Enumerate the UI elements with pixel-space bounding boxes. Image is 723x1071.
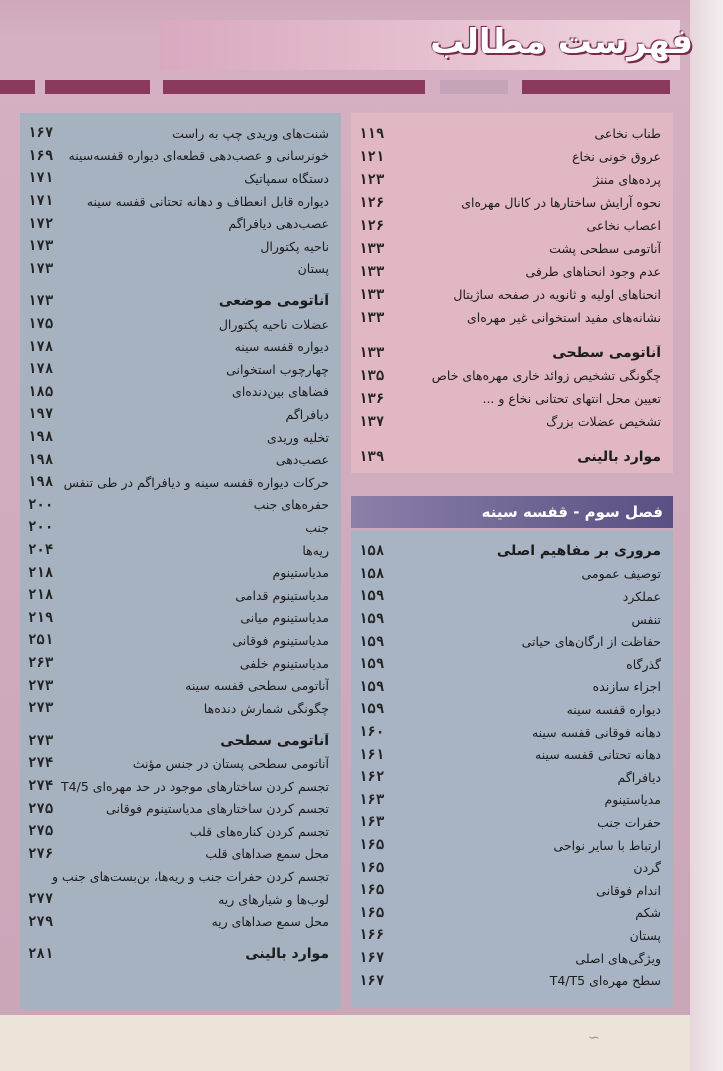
toc-entry-title: سطح مهره‌ای T4/T5 <box>549 973 661 989</box>
toc-entry-title: دیواره قفسه سینه <box>566 701 661 717</box>
toc-entry-page: ۱۲۶ <box>359 194 385 211</box>
paper-edge <box>690 0 723 1071</box>
toc-entry-title: ناحیه پکتورال <box>260 238 329 254</box>
toc-entry-title: توصیف عمومی <box>581 566 661 582</box>
toc-entry-page: ۱۵۹ <box>359 656 385 673</box>
decor-bar <box>522 80 670 94</box>
toc-entry <box>20 820 341 843</box>
toc-entry-page: ۱۶۲ <box>359 769 385 786</box>
toc-entry-page: ۲۸۱ <box>28 946 54 963</box>
toc-entry-title: دیواره قابل انعطاف و دهانه تحتانی قفسه سینه <box>86 193 329 209</box>
toc-entry-title: خونرسانی و عصب‌دهی قطعه‌ای دیواره قفسه‌سینه <box>68 148 329 164</box>
toc-entry <box>20 145 341 168</box>
toc-entry <box>20 607 341 630</box>
toc-entry-title: عدم وجود انحناهای طرفی <box>525 264 661 279</box>
toc-entry-page: ۱۵۹ <box>359 701 385 718</box>
toc-entry-title: موارد بالینی <box>577 448 661 465</box>
toc-entry-page: ۱۶۵ <box>359 904 385 921</box>
toc-entry-page: ۱۵۹ <box>359 611 385 628</box>
toc-entry <box>20 381 341 404</box>
toc-entry-page: ۱۹۸ <box>28 429 54 446</box>
toc-entry <box>20 313 341 336</box>
toc-entry <box>351 306 673 329</box>
toc-entry-page: ۲۶۳ <box>28 655 54 672</box>
toc-entry-title: تجسم کردن ساختارهای مدیاستینوم فوقانی <box>106 801 329 817</box>
toc-entry <box>351 653 673 676</box>
toc-entry <box>20 561 341 584</box>
toc-entry <box>351 145 673 168</box>
toc-entry-title: چگونگی تشخیص زوائد خاری مهره‌های خاص <box>431 368 661 383</box>
toc-entry <box>351 902 673 925</box>
toc-entry-page: ۱۳۳ <box>359 263 385 280</box>
toc-entry-title: مدیاستینوم قدامی <box>235 587 329 603</box>
toc-entry <box>20 584 341 607</box>
toc-entry <box>351 191 673 214</box>
toc-entry-title: مدیاستینوم میانی <box>240 610 329 626</box>
toc-entry-title: حفرات جنب <box>597 814 661 830</box>
toc-entry <box>351 789 673 812</box>
toc-entry <box>20 335 341 358</box>
toc-entry-title: آناتومی سطحی قفسه سینه <box>185 678 329 694</box>
toc-entry-title: دیافراگم <box>285 406 329 422</box>
toc-entry <box>351 630 673 653</box>
toc-entry-title: نحوه آرایش ساختارها در کانال مهره‌ای <box>461 195 661 210</box>
toc-entry-title: حفاظت از ارگان‌های حیاتی <box>521 634 661 650</box>
toc-entry-title: تجسم کردن ساختارهای موجود در حد مهره‌ای T4/5 <box>61 778 329 794</box>
toc-entry <box>351 676 673 699</box>
toc-entry-title: عصب‌دهی <box>275 452 329 468</box>
toc-entry-page: ۲۷۵ <box>28 823 54 840</box>
toc-entry-title: حفره‌های جنب <box>253 497 329 513</box>
toc-entry <box>20 494 341 517</box>
toc-entry-page: ۱۵۹ <box>359 633 385 650</box>
toc-entry-title: اجزاء سازنده <box>592 679 661 695</box>
toc-entry-page: ۱۳۳ <box>359 309 385 326</box>
toc-entry-title: مدیاستینوم خلفی <box>239 655 329 671</box>
toc-entry-title: لوب‌ها و شیارهای ریه <box>218 891 329 907</box>
toc-entry-page: ۱۷۳ <box>28 238 54 255</box>
toc-entry-title: موارد بالینی <box>245 946 329 963</box>
toc-entry-page: ۱۶۶ <box>359 927 385 944</box>
toc-entry <box>20 122 341 145</box>
toc-entry-title: تجسم کردن کناره‌های قلب <box>189 823 329 839</box>
toc-entry <box>351 969 673 992</box>
toc-entry-title: انحناهای اولیه و ثانویه در صفحه ساژیتال <box>453 287 661 302</box>
toc-entry-title: آناتومی سطحی <box>220 732 329 749</box>
toc-entry <box>351 879 673 902</box>
toc-entry-page: ۱۱۹ <box>359 125 385 142</box>
toc-entry <box>351 214 673 237</box>
toc-entry-title: شنت‌های وریدی چپ به راست <box>172 125 329 141</box>
toc-entry-page: ۱۵۹ <box>359 678 385 695</box>
toc-entry-title: گذرگاه <box>626 656 661 672</box>
toc-entry-page: ۲۱۸ <box>28 587 54 604</box>
toc-entry-title: آناتومی سطحی پشت <box>549 241 661 256</box>
toc-entry-title: تشخیص عضلات بزرگ <box>546 414 661 429</box>
toc-entry <box>20 190 341 213</box>
toc-entry-title: ریه‌ها <box>302 542 329 558</box>
bottom-margin <box>0 1015 690 1071</box>
toc-entry-page: ۱۶۹ <box>28 147 54 164</box>
toc-entry-title: محل سمع صداهای ریه <box>211 914 329 930</box>
toc-entry-title: پستان <box>629 927 661 943</box>
toc-entry <box>20 652 341 675</box>
toc-entry <box>20 775 341 798</box>
toc-entry-page: ۱۲۱ <box>359 148 385 165</box>
toc-entry-title: عضلات ناحیه پکتورال <box>218 316 329 332</box>
toc-entry-page: ۱۶۱ <box>359 746 385 763</box>
toc-entry <box>20 539 341 562</box>
toc-entry-title: شکم <box>635 905 661 921</box>
toc-entry-page: ۱۵۸ <box>359 565 385 582</box>
toc-entry-page: ۲۷۳ <box>28 732 54 749</box>
toc-entry-title: پرده‌های مننژ <box>593 172 661 187</box>
toc-entry <box>351 834 673 857</box>
toc-entry-title: دهانه تحتانی قفسه سینه <box>535 747 661 763</box>
toc-entry <box>351 608 673 631</box>
toc-entry-title: فضاهای بین‌دنده‌ای <box>232 384 329 400</box>
toc-entry <box>351 721 673 744</box>
toc-entry-title: پستان <box>297 261 329 277</box>
toc-entry <box>20 629 341 652</box>
decor-bar <box>163 80 425 94</box>
toc-entry-page: ۲۰۴ <box>28 542 54 559</box>
toc-entry <box>351 341 673 364</box>
toc-entry-page: ۱۶۵ <box>359 859 385 876</box>
toc-entry-page: ۲۷۹ <box>28 913 54 930</box>
toc-entry-title: تجسم کردن حفرات جنب و ریه‌ها، بن‌بست‌های جنب و <box>52 868 329 884</box>
toc-entry-title: حرکات دیواره قفسه سینه و دیافراگم در طی تنفس <box>63 474 329 490</box>
toc-entry <box>351 766 673 789</box>
toc-entry <box>351 387 673 410</box>
toc-entry-page: ۱۳۶ <box>359 390 385 407</box>
toc-entry-page: ۱۳۳ <box>359 344 385 361</box>
toc-entry-title: مدیاستینوم فوقانی <box>232 632 329 648</box>
toc-entry-page: ۱۶۷ <box>359 950 385 967</box>
toc-entry <box>20 471 341 494</box>
toc-entry-page: ۱۲۶ <box>359 217 385 234</box>
toc-entry <box>20 258 341 281</box>
toc-entry-title: آناتومی موضعی <box>218 293 329 310</box>
decor-bar <box>0 80 35 94</box>
toc-entry-page: ۲۱۸ <box>28 564 54 581</box>
toc-entry-title: آناتومی سطحی پستان در جنس مؤنث <box>132 755 329 771</box>
toc-entry <box>351 811 673 834</box>
toc-entry <box>20 888 341 911</box>
toc-entry-page: ۱۷۳ <box>28 260 54 277</box>
toc-entry-page: ۱۹۸ <box>28 451 54 468</box>
toc-entry-page: ۲۷۵ <box>28 800 54 817</box>
toc-entry-title: تعیین محل انتهای تحتانی نخاع و ... <box>482 391 661 406</box>
toc-entry-page: ۱۹۷ <box>28 406 54 423</box>
toc-entry <box>20 865 341 888</box>
toc-entry <box>20 426 341 449</box>
toc-entry <box>351 540 673 563</box>
toc-entry-title: چگونگی شمارش دنده‌ها <box>203 700 329 716</box>
toc-entry <box>20 290 341 313</box>
toc-entry-page: ۲۷۴ <box>28 755 54 772</box>
toc-entry-title: دهانه فوقانی قفسه سینه <box>531 724 661 740</box>
toc-entry-page: ۱۶۳ <box>359 791 385 808</box>
toc-entry-page: ۲۰۰ <box>28 496 54 513</box>
toc-entry <box>20 697 341 720</box>
toc-entry <box>351 563 673 586</box>
toc-entry <box>351 924 673 947</box>
toc-entry <box>20 403 341 426</box>
toc-entry-page: ۱۵۸ <box>359 543 385 560</box>
toc-entry-page: ۱۶۵ <box>359 837 385 854</box>
publisher-logo-icon: ∽ <box>588 1030 600 1046</box>
toc-entry-page: ۲۷۶ <box>28 845 54 862</box>
toc-entry-title: اعصاب نخاعی <box>586 218 661 233</box>
toc-entry-page: ۱۶۵ <box>359 882 385 899</box>
toc-entry-page: ۱۹۸ <box>28 474 54 491</box>
toc-entry <box>351 698 673 721</box>
toc-entry-page: ۱۳۵ <box>359 367 385 384</box>
toc-entry-page: ۱۷۸ <box>28 338 54 355</box>
toc-entry-page: ۱۳۳ <box>359 286 385 303</box>
toc-entry-title: جنب <box>305 519 329 535</box>
decor-bar <box>440 80 508 94</box>
toc-entry-title: نشانه‌های مفید استخوانی غیر مهره‌ای <box>466 310 661 325</box>
toc-entry-title: گردن <box>633 860 661 876</box>
page-title: فهرست مطالب <box>430 22 693 62</box>
toc-entry-title: دستگاه سمپاتیک <box>244 170 329 186</box>
toc-entry <box>20 752 341 775</box>
toc-entry <box>20 358 341 381</box>
toc-entry-title: مدیاستینوم <box>604 792 661 808</box>
toc-entry-page: ۲۷۳ <box>28 700 54 717</box>
toc-entry-page: ۱۷۳ <box>28 293 54 310</box>
toc-entry-page: ۱۲۳ <box>359 171 385 188</box>
toc-entry <box>20 235 341 258</box>
toc-entry <box>20 843 341 866</box>
toc-entry-title: طناب نخاعی <box>594 126 661 141</box>
toc-entry-page: ۲۵۱ <box>28 632 54 649</box>
toc-entry <box>20 943 341 966</box>
toc-entry-page: ۲۱۹ <box>28 609 54 626</box>
toc-entry <box>351 410 673 433</box>
toc-entry-page: ۱۶۰ <box>359 724 385 741</box>
toc-entry-title: آناتومی سطحی <box>552 344 661 361</box>
toc-entry <box>20 167 341 190</box>
toc-entry <box>20 730 341 753</box>
toc-entry-page: ۱۶۳ <box>359 814 385 831</box>
toc-entry-page: ۱۳۹ <box>359 448 385 465</box>
toc-entry <box>351 585 673 608</box>
toc-entry <box>20 212 341 235</box>
toc-entry-page: ۱۸۵ <box>28 383 54 400</box>
toc-entry <box>351 283 673 306</box>
toc-entry-page: ۱۷۸ <box>28 361 54 378</box>
toc-entry <box>351 260 673 283</box>
toc-entry-page: ۱۳۳ <box>359 240 385 257</box>
toc-entry-title: مروری بر مفاهیم اصلی <box>496 543 661 560</box>
toc-entry-page: ۱۶۷ <box>359 972 385 989</box>
toc-entry-page: ۲۷۷ <box>28 891 54 908</box>
toc-entry-page: ۱۷۱ <box>28 170 54 187</box>
toc-entry <box>351 743 673 766</box>
toc-entry <box>20 674 341 697</box>
toc-entry-page: ۱۷۵ <box>28 316 54 333</box>
decor-bar <box>45 80 150 94</box>
toc-entry <box>20 448 341 471</box>
toc-entry-page: ۲۰۰ <box>28 519 54 536</box>
toc-entry-title: محل سمع صداهای قلب <box>205 846 329 862</box>
toc-entry-page: ۱۵۹ <box>359 588 385 605</box>
chapter-header: فصل سوم - قفسه سینه <box>351 496 673 528</box>
toc-entry-title: ویژگی‌های اصلی <box>575 950 661 966</box>
toc-entry <box>20 910 341 933</box>
toc-entry <box>20 516 341 539</box>
toc-entry <box>351 947 673 970</box>
toc-entry-title: دیواره قفسه سینه <box>234 339 329 355</box>
toc-entry-title: تخلیه وریدی <box>266 429 329 445</box>
toc-entry-page: ۲۷۳ <box>28 677 54 694</box>
toc-entry-title: مدیاستینوم <box>272 565 329 581</box>
toc-entry-title: دیافراگم <box>617 769 661 785</box>
toc-entry-title: چهارچوب استخوانی <box>226 361 329 377</box>
toc-entry-page: ۲۷۴ <box>28 778 54 795</box>
toc-entry <box>351 168 673 191</box>
toc-entry-title: عملکرد <box>622 588 661 604</box>
toc-entry-title: عصب‌دهی دیافراگم <box>228 216 329 232</box>
toc-entry-title: ارتباط با سایر نواحی <box>553 837 661 853</box>
toc-entry-title: تنفس <box>631 611 661 627</box>
toc-entry-title: عروق خونی نخاع <box>572 149 661 164</box>
toc-entry <box>351 445 673 468</box>
toc-entry-page: ۱۷۲ <box>28 215 54 232</box>
toc-entry-page: ۱۷۱ <box>28 193 54 210</box>
toc-entry-title: اندام فوقانی <box>596 882 661 898</box>
toc-entry <box>351 237 673 260</box>
toc-entry <box>351 122 673 145</box>
toc-entry <box>351 856 673 879</box>
toc-entry-page: ۱۳۷ <box>359 413 385 430</box>
toc-entry <box>20 797 341 820</box>
toc-entry <box>351 364 673 387</box>
toc-entry-page: ۱۶۷ <box>28 125 54 142</box>
